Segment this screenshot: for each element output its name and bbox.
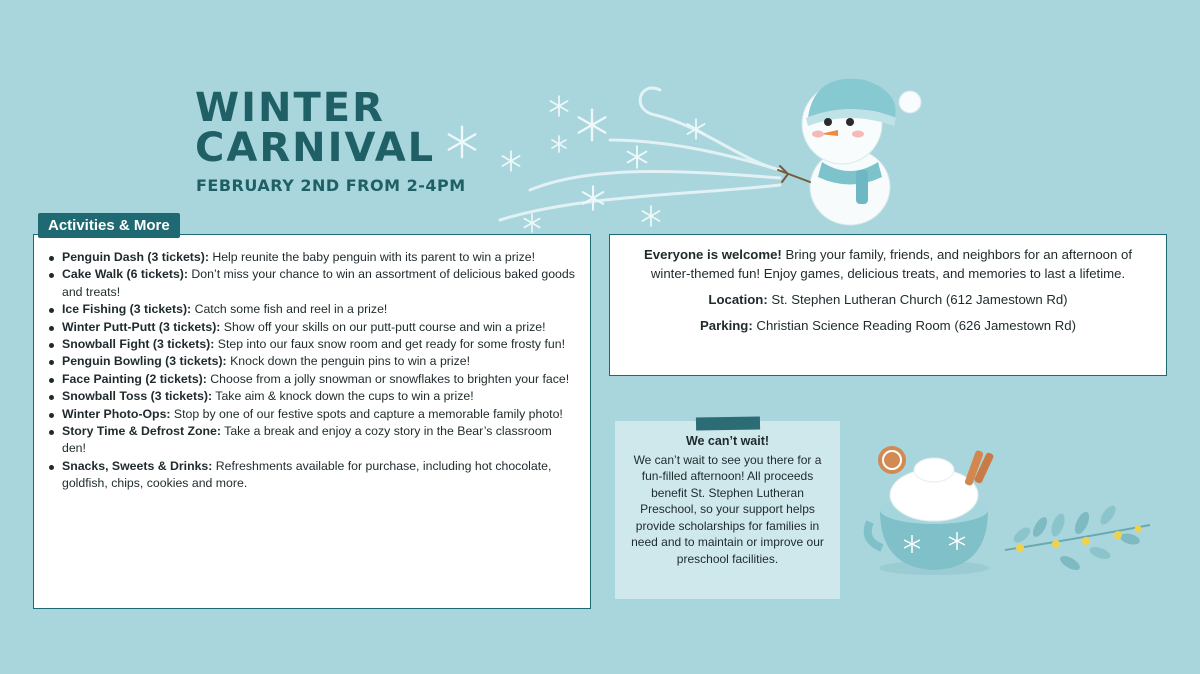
activity-description: Take a break and enjoy a cozy story in the Bear’s classroom den!	[62, 424, 552, 456]
snowflake-icon	[548, 95, 570, 117]
activity-description: Refreshments available for purchase, including hot chocolate, goldfish, chips, cookies and more.	[62, 458, 552, 491]
list-item	[48, 371, 578, 388]
activity-name: Face Painting (2 tickets):	[62, 371, 207, 386]
parking-label: Parking:	[699, 318, 753, 333]
activity-name: Story Time & Defrost Zone:	[62, 424, 221, 439]
welcome-body: Bring your family, friends, and neighbors for an afternoon of winter-themed fun! Enjoy games, delicious treats, and memories to last a lifetime.	[650, 247, 1132, 281]
activity-name: Cake Walk (6 tickets):	[62, 267, 188, 282]
activity-name: Snowball Toss (3 tickets):	[62, 389, 213, 404]
note-heading: We can’t wait!	[685, 434, 770, 448]
snowflake-icon	[685, 118, 707, 140]
activity-description: Catch some fish and reel in a prize!	[191, 302, 388, 317]
location-line	[640, 290, 1136, 309]
title-line-1: WINTER	[195, 85, 385, 131]
activity-description: Step into our faux snow room and get ready for some frosty fun!	[214, 337, 566, 352]
snowflake-icon	[640, 205, 662, 227]
title-line-2: CARNIVAL	[195, 125, 436, 171]
activity-description: Choose from a jolly snowman or snowflakes to brighten your face!	[206, 371, 570, 386]
activity-name: Ice Fishing (3 tickets):	[62, 302, 192, 317]
activities-list	[48, 249, 578, 493]
activity-name: Snowball Fight (3 tickets):	[62, 337, 215, 352]
snowflake-icon	[550, 135, 568, 153]
activities-tab-label: Activities & More	[38, 213, 180, 238]
eucalyptus-sprig-illustration	[1000, 495, 1160, 585]
snowflake-icon	[522, 213, 542, 233]
snowflake-icon	[580, 185, 606, 211]
sticky-note	[615, 421, 840, 599]
parking-line	[640, 316, 1136, 335]
activity-description: Help reunite the baby penguin with its parent to win a prize!	[208, 250, 535, 264]
list-item	[48, 423, 578, 458]
location-value: St. Stephen Lutheran Church (612 Jamestown Rd)	[767, 292, 1068, 307]
note-body: We can’t wait to see you there for a fun-filled afternoon! All proceeds benefit St. Stephen Lutheran Preschool, so your support helps provide scholarships for families in need and to maintain or improve our preschool facilities.	[631, 452, 824, 566]
activity-description: Stop by one of our festive spots and capture a memorable family photo!	[170, 406, 563, 421]
list-item	[48, 249, 578, 266]
list-item	[48, 319, 578, 336]
activity-description: Knock down the penguin pins to win a prize!	[226, 354, 471, 369]
event-date: FEBRUARY 2ND FROM 2-4PM	[196, 176, 466, 195]
welcome-card	[609, 234, 1167, 376]
list-item	[48, 458, 578, 493]
page-title	[195, 85, 436, 171]
activity-name: Snacks, Sweets & Drinks:	[62, 458, 213, 473]
activity-description: Show off your skills on our putt-putt course and win a prize!	[220, 319, 546, 334]
list-item	[48, 406, 578, 423]
list-item	[48, 336, 578, 353]
hot-cocoa-illustration	[862, 440, 1002, 580]
activity-name: Winter Photo-Ops:	[62, 406, 171, 421]
activity-name: Penguin Dash (3 tickets):	[62, 250, 209, 264]
list-item	[48, 353, 578, 370]
list-item	[48, 388, 578, 405]
list-item	[48, 301, 578, 318]
snowflake-icon	[500, 150, 522, 172]
snowflake-icon	[445, 125, 479, 159]
list-item	[48, 266, 578, 301]
tape-decoration	[696, 416, 760, 430]
welcome-lead: Everyone is welcome!	[644, 247, 782, 262]
snowman-illustration	[770, 62, 930, 232]
activity-description: Don’t miss your chance to win an assortment of delicious baked goods and treats!	[62, 267, 575, 299]
activities-card	[33, 234, 591, 609]
location-label: Location:	[708, 292, 768, 307]
snowflake-icon	[625, 145, 649, 169]
snowflake-icon	[575, 108, 609, 142]
activity-name: Penguin Bowling (3 tickets):	[62, 354, 227, 369]
parking-value: Christian Science Reading Room (626 Jamestown Rd)	[752, 318, 1076, 333]
activity-name: Winter Putt-Putt (3 tickets):	[62, 319, 221, 334]
welcome-text	[640, 245, 1136, 283]
activity-description: Take aim & knock down the cups to win a prize!	[212, 389, 474, 404]
